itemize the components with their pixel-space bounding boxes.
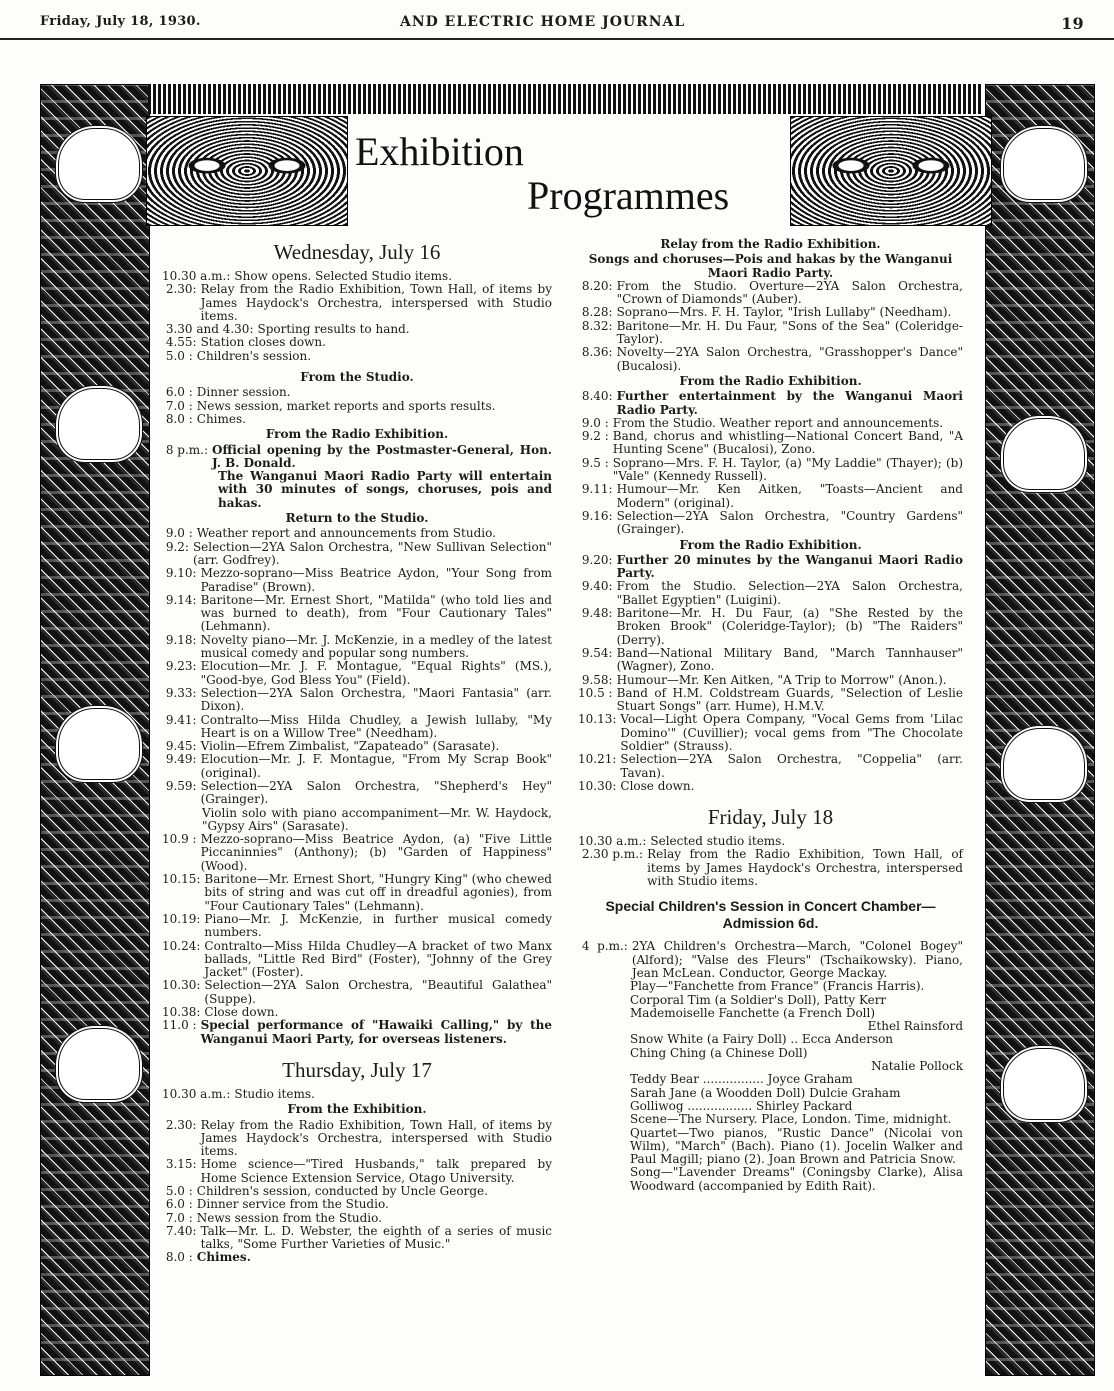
entry-time: 6.0 : xyxy=(162,1197,193,1212)
thursday-list-d xyxy=(578,580,963,793)
schedule-entry xyxy=(578,483,963,510)
wednesday-heading: Wednesday, July 16 xyxy=(273,240,441,264)
entry-text: Selection—2YA Salon Orchestra, "Country Gardens" (Grainger). xyxy=(616,508,963,537)
cast-line: Snow White (a Fairy Doll) .. Ecca Anderson xyxy=(630,1032,894,1047)
right-column xyxy=(578,236,963,1193)
entry-time: 3.30 and 4.30: xyxy=(162,322,254,337)
thursday-heading: Thursday, July 17 xyxy=(282,1057,432,1082)
schedule-entry xyxy=(162,541,552,568)
entry-time: 9.49: xyxy=(162,752,197,767)
wednesday-list-a xyxy=(162,270,552,363)
schedule-entry xyxy=(162,780,552,807)
entry-text: Relay from the Radio Exhibition, Town Hall, of items by James Haydock's Orchestra, interspersed with Studio items. xyxy=(647,847,963,889)
schedule-entry xyxy=(162,979,552,1006)
entry-text: Weather report and announcements from Studio. xyxy=(196,526,496,541)
journal-title: AND ELECTRIC HOME JOURNAL xyxy=(400,14,686,30)
cast-line: Natalie Pollock xyxy=(871,1059,963,1074)
schedule-entry xyxy=(162,1158,552,1185)
page-number: 19 xyxy=(1061,14,1084,33)
entry-text: Novelty piano—Mr. J. McKenzie, in a medley of the latest musical comedy and popular song numbers. xyxy=(200,632,552,661)
entry-time: 2.30: xyxy=(162,1117,197,1132)
entry-time: 9.40: xyxy=(578,579,613,594)
cast-line: Scene—The Nursery. Place, London. Time, midnight. xyxy=(630,1112,952,1127)
schedule-entry xyxy=(162,634,552,661)
entry-time: 9.18: xyxy=(162,632,197,647)
schedule-entry xyxy=(578,510,963,537)
wednesday-exhibition-subhead: From the Radio Exhibition. xyxy=(265,427,449,442)
schedule-entry xyxy=(162,1006,552,1019)
carving-top-band xyxy=(148,84,983,114)
play-note: Play—"Fanchette from France" (Francis Harris). xyxy=(630,979,925,994)
entry-time: 11.0 : xyxy=(162,1018,197,1033)
entry-text: Children's session, conducted by Uncle George. xyxy=(196,1184,488,1198)
entry-text: From the Studio. Weather report and announcements. xyxy=(612,415,944,430)
entry-text: Baritone—Mr. H. Du Faur, (a) "She Rested by the Broken Brook" (Coleridge-Taylor); (b) "The Raiders" (Derry). xyxy=(616,606,963,647)
entry-time: 8.32: xyxy=(578,318,613,333)
schedule-entry xyxy=(162,567,552,594)
entry-time: 8.36: xyxy=(578,345,613,360)
schedule-entry xyxy=(578,674,963,687)
schedule-entry xyxy=(162,913,552,940)
entry-time: 9.48: xyxy=(578,606,613,621)
schedule-entry xyxy=(578,835,963,848)
entry-time: 8.0 : xyxy=(162,1250,193,1265)
entry-time: 9.14: xyxy=(162,592,197,607)
entry-time: 9.16: xyxy=(578,508,613,523)
wednesday-list-c xyxy=(162,527,552,806)
entry-text: Selection—2YA Salon Orchestra, "Shepherd's Hey" (Grainger). xyxy=(200,778,552,807)
schedule-entry xyxy=(578,848,963,888)
schedule-entry xyxy=(578,647,963,674)
entry-time: 10.21: xyxy=(578,752,617,767)
schedule-entry xyxy=(162,594,552,634)
schedule-entry xyxy=(578,457,963,484)
entry-time: 4 p.m.: xyxy=(578,939,628,954)
schedule-entry xyxy=(162,386,552,399)
entry-text: Violin—Efrem Zimbalist, "Zapateado" (Sarasate). xyxy=(200,739,500,754)
entry-time: 10.15: xyxy=(162,872,201,887)
schedule-entry xyxy=(162,833,552,873)
left-column xyxy=(162,236,552,1265)
schedule-entry xyxy=(162,336,552,349)
entry-text: Selection—2YA Salon Orchestra, "Maori Fantasia" (arr. Dixon). xyxy=(200,685,552,714)
schedule-entry xyxy=(162,714,552,741)
entry-time: 9.59: xyxy=(162,778,197,793)
entry-time: 10.30: xyxy=(578,778,617,793)
schedule-entry xyxy=(578,320,963,347)
friday-heading: Friday, July 18 xyxy=(707,805,834,830)
maori-party-note: The Wanganui Maori Radio Party will entertain with 30 minutes of songs, choruses, pois and hakas. xyxy=(218,469,552,510)
entry-time: 9.10: xyxy=(162,566,197,581)
hawaiki-special-entry xyxy=(162,1019,552,1046)
schedule-entry xyxy=(578,417,963,430)
entry-time: 9.11: xyxy=(578,482,613,497)
thursday-list-a xyxy=(162,1119,552,1252)
entry-text: Chimes. xyxy=(196,411,246,426)
entry-time: 9.45: xyxy=(162,739,197,754)
entry-time: 10.24: xyxy=(162,938,201,953)
relay-subhead: Relay from the Radio Exhibition. xyxy=(660,237,881,251)
schedule-entry xyxy=(162,400,552,413)
song-note: Song—"Lavender Dreams" (Coningsby Clarke), Alisa Woodward (accompanied by Edith Rait). xyxy=(630,1165,963,1193)
entry-text: Elocution—Mr. J. F. Montague, "From My Scrap Book" (original). xyxy=(200,752,552,780)
page-title-line1: Exhibition xyxy=(355,129,524,174)
schedule-entry xyxy=(162,1212,552,1225)
schedule-entry xyxy=(162,1225,552,1252)
cast-line: Mademoiselle Fanchette (a French Doll) xyxy=(630,1005,876,1020)
entry-time: 5.0 : xyxy=(162,1184,193,1198)
cast-list xyxy=(578,994,963,1127)
carved-face-icon xyxy=(1000,415,1088,493)
entry-time: 10.19: xyxy=(162,911,201,926)
entry-text: Soprano—Mrs. F. H. Taylor, "Irish Lullaby" (Needham). xyxy=(616,305,952,320)
entry-time: 8 p.m.: xyxy=(162,442,208,457)
schedule-entry xyxy=(162,270,552,283)
cast-line: Ching Ching (a Chinese Doll) xyxy=(630,1045,808,1060)
further-20-minutes-entry xyxy=(578,554,963,581)
entry-text: News session from the Studio. xyxy=(196,1210,382,1225)
entry-text: Dinner service from the Studio. xyxy=(196,1197,389,1212)
schedule-entry xyxy=(162,323,552,336)
entry-text: Mezzo-soprano—Miss Beatrice Aydon, "Your Song from Paradise" (Brown). xyxy=(200,566,552,594)
entry-text: Chimes. xyxy=(196,1250,251,1265)
entry-time: 7.40: xyxy=(162,1223,197,1238)
entry-time: 10.30 a.m.: xyxy=(578,834,647,849)
entry-text: Station closes down. xyxy=(200,335,326,350)
entry-time: 2.30: xyxy=(162,282,197,297)
cast-line: Sarah Jane (a Woodden Doll) Dulcie Graham xyxy=(630,1085,901,1100)
entry-text: Humour—Mr. Ken Aitken, "Toasts—Ancient and Modern" (original). xyxy=(616,482,963,510)
entry-time: 9.0 : xyxy=(162,526,193,541)
entry-text: Close down. xyxy=(620,778,695,793)
entry-time: 9.2 : xyxy=(578,429,609,444)
radio-exhibition-subhead-2: From the Radio Exhibition. xyxy=(679,537,862,552)
schedule-entry xyxy=(162,660,552,687)
schedule-entry xyxy=(162,527,552,540)
schedule-entry xyxy=(162,413,552,426)
entry-time: 9.2: xyxy=(162,539,189,554)
childrens-session-heading: Special Children's Session in Concert Chamber—Admission 6d. xyxy=(605,898,936,932)
entry-text: Piano—Mr. J. McKenzie, in further musical comedy numbers. xyxy=(204,911,552,940)
entry-text: Children's session. xyxy=(196,348,312,363)
entry-text: Elocution—Mr. J. F. Montague, "Equal Rights" (MS.), "Good-bye, God Bless You" (Field). xyxy=(200,659,552,687)
schedule-entry xyxy=(578,306,963,319)
schedule-entry xyxy=(162,940,552,980)
entry-text: Baritone—Mr. H. Du Faur, "Sons of the Sea" (Coleridge-Taylor). xyxy=(616,318,963,347)
wednesday-list-b xyxy=(162,386,552,426)
thursday-list-c xyxy=(578,417,963,537)
entry-text: Band of H.M. Coldstream Guards, "Selection of Leslie Stuart Songs" (arr. Hume), H.M.V. xyxy=(616,685,963,714)
chimes-entry xyxy=(162,1251,552,1264)
entry-text: Novelty—2YA Salon Orchestra, "Grasshopper's Dance" (Bucalosi). xyxy=(616,345,963,373)
schedule-entry xyxy=(578,430,963,457)
friday-list-a xyxy=(578,835,963,888)
entry-text: Mezzo-soprano—Miss Beatrice Aydon, (a) "Five Little Piccaninnies" (Anthony); (b) "Garden of Happiness" (Wood). xyxy=(200,832,552,873)
entry-time: 8.28: xyxy=(578,305,613,320)
cast-line: Corporal Tim (a Soldier's Doll), Patty Kerr xyxy=(630,992,887,1007)
wednesday-studio-subhead: From the Studio. xyxy=(300,370,414,385)
entry-text: Further 20 minutes by the Wanganui Maori Radio Party. xyxy=(616,552,963,581)
entry-time: 10.38: xyxy=(162,1005,201,1020)
cast-line: Golliwog ................. Shirley Packard xyxy=(630,1098,853,1113)
entry-time: 10.30 a.m.: xyxy=(162,1086,231,1101)
schedule-entry xyxy=(162,350,552,363)
entry-time: 4.55: xyxy=(162,335,197,350)
schedule-entry xyxy=(162,753,552,780)
schedule-entry xyxy=(162,283,552,323)
thursday-list-b xyxy=(578,280,963,373)
violin-solo-note: Violin solo with piano accompaniment—Mr. W. Haydock, "Gypsy Airs" (Sarasate). xyxy=(202,805,552,833)
entry-text: Selection—2YA Salon Orchestra, "Beautiful Galathea" (Suppe). xyxy=(204,978,552,1006)
entry-text: Humour—Mr. Ken Aitken, "A Trip to Morrow" (Anon.). xyxy=(616,672,947,687)
entry-time: 9.54: xyxy=(578,645,613,660)
entry-time: 9.33: xyxy=(162,685,197,700)
entry-text: Selection—2YA Salon Orchestra, "Coppelia" (arr. Tavan). xyxy=(620,752,963,780)
schedule-entry xyxy=(162,1088,552,1101)
schedule-entry xyxy=(578,687,963,714)
entry-text: Relay from the Radio Exhibition, Town Hall, of items by James Haydock's Orchestra, interspersed with Studio items. xyxy=(200,1117,552,1159)
schedule-entry xyxy=(162,1198,552,1211)
further-entertainment-entry xyxy=(578,390,963,417)
entry-text: Relay from the Radio Exhibition, Town Hall, of items by James Haydock's Orchestra, interspersed with Studio items. xyxy=(200,282,552,323)
schedule-entry xyxy=(578,713,963,753)
entry-text: Selected studio items. xyxy=(650,834,786,849)
entry-time: 9.20: xyxy=(578,552,613,567)
carved-face-icon xyxy=(55,385,143,463)
entry-text: Band, chorus and whistling—National Concert Band, "A Hunting Scene" (Bucalosi), Zono. xyxy=(612,429,963,457)
childrens-orchestra-entry xyxy=(578,940,963,980)
schedule-entry xyxy=(162,1119,552,1159)
entry-text: 2YA Children's Orchestra—March, "Colonel Bogey" (Alford); "Valse des Fleurs" (Tschaikowsky). Piano, Jean McLean. Conductor, George Mackay. xyxy=(631,939,963,980)
entry-text: Close down. xyxy=(204,1005,279,1020)
entry-time: 10.30: xyxy=(162,978,201,993)
carved-face-icon xyxy=(1000,725,1088,803)
radio-exhibition-subhead-1: From the Radio Exhibition. xyxy=(679,373,862,388)
wednesday-return-subhead: Return to the Studio. xyxy=(285,511,429,526)
entry-text: News session, market reports and sports results. xyxy=(196,398,496,413)
songs-choruses-note: Songs and choruses—Pois and hakas by the Wanganui Maori Radio Party. xyxy=(588,252,953,280)
entry-text: Baritone—Mr. Ernest Short, "Matilda" (who told lies and was burned to death), from "Four Cautionary Tales" (Lehmann). xyxy=(200,592,552,634)
wednesday-list-d xyxy=(162,833,552,1019)
schedule-entry xyxy=(162,687,552,714)
entry-time: 9.23: xyxy=(162,659,197,674)
schedule-entry xyxy=(162,740,552,753)
entry-text: Studio items. xyxy=(234,1086,315,1101)
entry-text: Talk—Mr. L. D. Webster, the eighth of a series of music talks, "Some Further Varieties of Music." xyxy=(200,1223,552,1252)
carved-face-icon xyxy=(55,1025,143,1103)
entry-text: Special performance of "Hawaiki Calling," by the Wanganui Maori Party, for overseas listeners. xyxy=(200,1018,552,1046)
entry-time: 9.58: xyxy=(578,672,613,687)
entry-time: 8.40: xyxy=(578,389,613,404)
entry-text: Baritone—Mr. Ernest Short, "Hungry King" (who chewed bits of string and was cut off in dreadful agonies), from "Four Cautionary Tales" (Lehmann). xyxy=(204,872,552,913)
schedule-entry xyxy=(162,873,552,913)
entry-text: Dinner session. xyxy=(196,385,291,400)
entry-time: 10.30 a.m.: xyxy=(162,269,231,283)
quartet-note: Quartet—Two pianos, "Rustic Dance" (Nicolai von Wilm), "March" (Bach). Piano (1). Jocelin Walker and Paul Magill; piano (2). Joan Brown and Patricia Snow. xyxy=(630,1125,963,1167)
maori-carving-border-right xyxy=(985,84,1095,1376)
entry-time: 9.41: xyxy=(162,712,197,727)
issue-date: Friday, July 18, 1930. xyxy=(40,14,201,29)
maori-carving-border-left xyxy=(40,84,150,1376)
carved-face-icon xyxy=(55,705,143,783)
cast-line: Ethel Rainsford xyxy=(867,1019,963,1034)
schedule-entry xyxy=(578,753,963,780)
entry-time: 5.0 : xyxy=(162,348,193,363)
schedule-entry xyxy=(578,580,963,607)
entry-time: 8.0 : xyxy=(162,411,193,426)
entry-time: 10.9 : xyxy=(162,832,197,847)
page-title-line2: Programmes xyxy=(527,173,730,218)
entry-time: 9.0 : xyxy=(578,415,609,430)
carved-face-icon xyxy=(55,125,143,203)
entry-text: Contralto—Miss Hilda Chudley—A bracket of two Manx ballads, "Little Red Bird" (Foster), "Johnny of the Grey Jacket" (Foster). xyxy=(204,938,552,980)
thursday-exhibition-subhead: From the Exhibition. xyxy=(287,1102,427,1117)
entry-time: 10.13: xyxy=(578,712,617,727)
entry-text: Vocal—Light Opera Company, "Vocal Gems from 'Lilac Domino'" (Cuvillier); vocal gems from "The Chocolate Soldier" (Strauss). xyxy=(620,712,963,753)
entry-text: Band—National Military Band, "March Tannhauser" (Wagner), Zono. xyxy=(616,645,963,674)
schedule-entry xyxy=(578,280,963,307)
entry-text: From the Studio. Overture—2YA Salon Orchestra, "Crown of Diamonds" (Auber). xyxy=(616,278,963,307)
entry-text: Show opens. Selected Studio items. xyxy=(234,269,453,283)
carved-face-icon xyxy=(1000,1045,1088,1123)
entry-text: Contralto—Miss Hilda Chudley, a Jewish lullaby, "My Heart is on a Willow Tree" (Needham). xyxy=(200,712,552,740)
entry-time: 7.0 : xyxy=(162,1210,193,1225)
entry-text: Further entertainment by the Wanganui Maori Radio Party. xyxy=(616,389,963,417)
entry-time: 2.30 p.m.: xyxy=(578,847,644,862)
carved-face-icon xyxy=(1000,125,1088,203)
schedule-entry xyxy=(578,607,963,647)
entry-time: 10.5 : xyxy=(578,685,613,700)
page-header xyxy=(0,0,1114,40)
schedule-entry xyxy=(578,346,963,373)
entry-time: 7.0 : xyxy=(162,398,193,413)
maori-mask-left-icon xyxy=(146,116,348,226)
entry-time: 8.20: xyxy=(578,278,613,293)
entry-time: 3.15: xyxy=(162,1157,197,1172)
cast-line: Teddy Bear ................ Joyce Graham xyxy=(630,1072,853,1087)
entry-text: Soprano—Mrs. F. H. Taylor, (a) "My Laddie" (Thayer); (b) "Vale" (Kennedy Russell). xyxy=(612,455,963,484)
entry-text: Sporting results to hand. xyxy=(257,322,410,337)
schedule-entry xyxy=(578,780,963,793)
entry-time: 9.5 : xyxy=(578,455,609,470)
maori-mask-right-icon xyxy=(790,116,992,226)
entry-text: Official opening by the Postmaster-General, Hon. J. B. Donald. xyxy=(212,442,552,470)
entry-text: Selection—2YA Salon Orchestra, "New Sullivan Selection" (arr. Godfrey). xyxy=(192,539,552,567)
schedule-entry xyxy=(162,1185,552,1198)
official-opening-entry xyxy=(162,444,552,471)
entry-text: Home science—"Tired Husbands," talk prepared by Home Science Extension Service, Otago University. xyxy=(200,1157,552,1185)
entry-text: From the Studio. Selection—2YA Salon Orchestra, "Ballet Egyptien" (Luigini). xyxy=(616,579,963,607)
entry-time: 6.0 : xyxy=(162,385,193,400)
